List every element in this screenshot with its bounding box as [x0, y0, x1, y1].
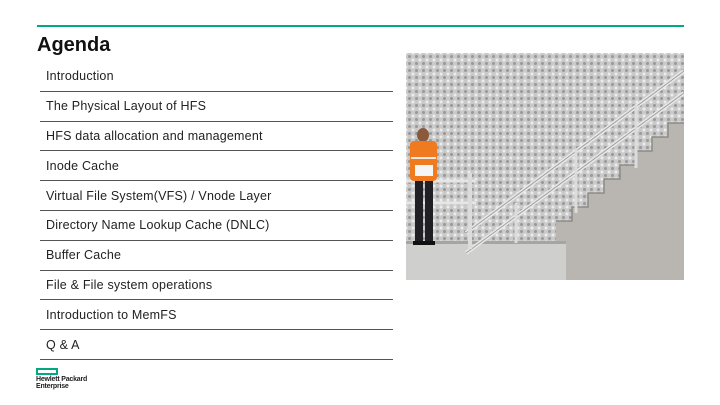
agenda-item-buffer-cache: Buffer Cache — [40, 241, 393, 271]
agenda-item-file-operations: File & File system operations — [40, 271, 393, 301]
hpe-logo-bar — [36, 368, 58, 375]
staircase-worker-photo — [406, 53, 684, 280]
agenda-item-inode-cache: Inode Cache — [40, 151, 393, 181]
agenda-list — [40, 62, 393, 360]
agenda-item-data-allocation: HFS data allocation and management — [40, 122, 393, 152]
agenda-item-q-and-a: Q & A — [40, 330, 393, 360]
agenda-item-vfs-vnode: Virtual File System(VFS) / Vnode Layer — [40, 181, 393, 211]
agenda-item-physical-layout: The Physical Layout of HFS — [40, 92, 393, 122]
top-accent-rule — [37, 25, 684, 27]
logo-line-1: Hewlett Packard — [36, 376, 88, 383]
agenda-item-introduction: Introduction — [40, 62, 393, 92]
logo-line-2: Enterprise — [36, 383, 69, 390]
hpe-logo — [36, 368, 87, 390]
agenda-item-dnlc: Directory Name Lookup Cache (DNLC) — [40, 211, 393, 241]
agenda-item-memfs: Introduction to MemFS — [40, 300, 393, 330]
slide-title: Agenda — [37, 34, 111, 56]
